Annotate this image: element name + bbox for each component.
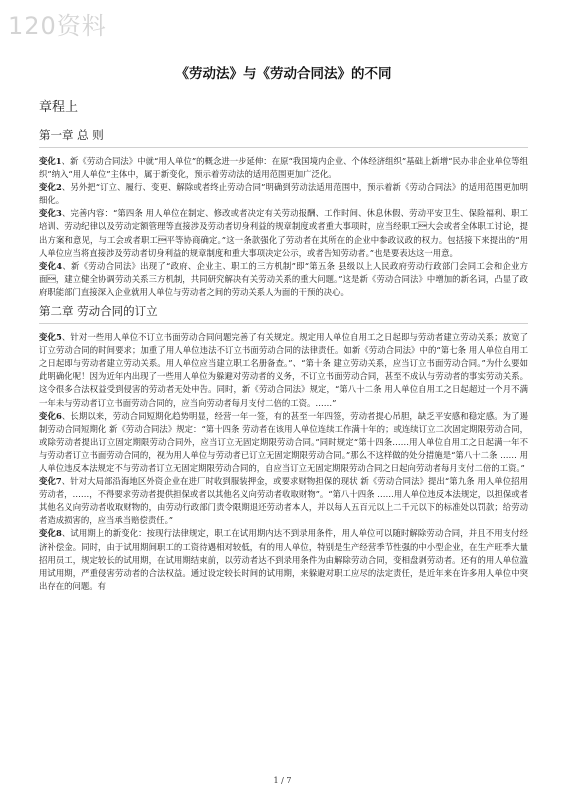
- paragraph-change-5: [39, 331, 528, 410]
- watermark: 120资料: [8, 12, 107, 40]
- document-page: [39, 62, 528, 593]
- document-title: 《劳动法》与《劳动合同法》的不同: [175, 66, 392, 82]
- change-label: 变化1: [39, 156, 62, 166]
- chapter-2: [39, 303, 528, 593]
- part-heading: 章程上: [39, 100, 79, 115]
- paragraph-text: 、新《劳动合同法》中就“用人单位”的概念进一步延伸：在原“我国境内企业、个体经济组织”基础上新增“民办非企业单位等组织”纳入“用人单位”主体中，属于新变化，预示着劳动法的适用范围更加广泛化。: [39, 156, 529, 180]
- change-label: 变化5: [39, 332, 62, 343]
- chapter-heading: 第一章 总 则: [39, 127, 528, 148]
- paragraph-change-4: [39, 260, 528, 299]
- paragraph-text: 、针对大局部沿海地区外资企业在进厂时收到服装押金，或要求财物担保的现状 新《劳动合同法》提出“第九条 用人单位招用劳动者，……，不得要求劳动者提供担保或者以其他名义向劳动者收取财物”。“第八十四条 ……用人单位违反本法规定，以担保或者其他名义向劳动者收取财物的，由劳动行政部门责令限期退还劳动者本人，并以每人五百元以上二千元以下的标准处以罚款；给劳动者造成损害的，应当承当赔偿责任。”: [39, 476, 528, 526]
- change-label: 变化7: [39, 476, 62, 487]
- paragraph-text: 、新《劳动合同法》出现了“政府、企业主、职工的三方机制”即“第五条 县级以上人民政府劳动行政部门会同工会和企业方面，建立健全协调劳动关系三方机制，共同研究解决有关劳动关系的重大问题。”这是新《劳动合同法》中增加的新名词，凸显了政府职能部门直接深入企业就用人单位与劳动者之间的劳动关系人为面的干预的决心。: [39, 260, 528, 297]
- paragraph-text: 、针对一些用人单位不订立书面劳动合同问题完善了有关规定。规定用人单位自用工之日起即与劳动者建立劳动关系；放宽了订立劳动合同的时间要求；加重了用人单位违法不订立书面劳动合同的法律责任。如新《劳动合同法》中的“第七条 用人单位自用工之日起即与劳动者建立劳动关系。用人单位应当建立职工名册备查。”、“第十条 建立劳动关系，应当订立书面劳动合同。”为什么要如此明确化呢！因为近年内出现了一些用人单位为躲避对劳动者的义务，不订立书面劳动合同，甚至不成认与劳动者的事实劳动关系。这令很多合法权益受到侵害的劳动者无处申告。同时，新《劳动合同法》规定，“第八十二条 用人单位自用工之日起超过一个月不满一年未与劳动者订立书面劳动合同的，应当向劳动者每月支付二倍的工资。……”: [39, 332, 528, 408]
- chapter-1: [39, 127, 528, 299]
- paragraph-text: 、试用期上的新变化：按现行法律规定，职工在试用期内达不到录用条件，用人单位可以随时解除劳动合同，并且不用支付经济补偿金。同时，由于试用期间职工的工资待遇相对较低，有的用人单位，特别是生产经营季节性强的中小型企业，在生产旺季大量招用员工，规定较长的试用期，在试用期结束前，以劳动者达不到录用条件为由解除劳动合同，变相盘剥劳动者。还有的用人单位滥用试用期，严重侵害劳动者的合法权益。通过设定较长时间的试用期，来躲避对职工应尽的法定责任，是近年来在许多用人单位中突出存在的问题。有: [39, 528, 528, 591]
- paragraph-text: 、完善内容：“第四条 用人单位在制定、修改或者决定有关劳动报酬、工作时间、休息休假、劳动平安卫生、保险福利、职工培训、劳动纪律以及劳动定额管理等直接涉及劳动者切身利益的规章制度或者重大事项时，应当经职工大会或者全体职工讨论，提出方案和意见，与工会或者职工平等协商确定。”这一条款强化了劳动者在其所在的企业中参政议政的权力。包括接下来提出的“用人单位应当将直接涉及劳动者切身利益的规章制度和重大事项决定公示，或者告知劳动者。”也是要表达这一用意。: [39, 208, 528, 258]
- paragraph-change-8: [39, 527, 528, 592]
- paragraph-change-3: [39, 207, 528, 259]
- page-number: 1 / 7: [273, 776, 292, 785]
- change-label: 变化8: [39, 528, 62, 539]
- paragraph-text: 、另外把“订立、履行、变更、解除或者终止劳动合同”明确到劳动法适用范围中，预示着新《劳动合同法》的适用范围更加明细化。: [39, 182, 529, 206]
- paragraph-change-7: [39, 475, 528, 527]
- paragraph-change-2: [39, 181, 528, 207]
- paragraph-change-6: [39, 410, 528, 475]
- change-label: 变化3: [39, 208, 62, 219]
- change-label: 变化4: [39, 260, 63, 271]
- change-label: 变化6: [39, 410, 62, 421]
- paragraph-change-1: [39, 155, 528, 181]
- paragraph-text: 、长期以来，劳动合同短期化趋势明显，经营一年一签，有的甚至一年四签，劳动者提心吊胆，缺乏平安感和稳定感。为了遏制劳动合同短期化 新《劳动合同法》规定：“第十四条 劳动者在该用人单位连续工作满十年的；或连续订立二次固定期限劳动合同，或除劳动者提出订立固定期限劳动合同外，应当订立无固定期限劳动合同。”同时规定“第十四条……用人单位自用工之日起满一年不与劳动者订立书面劳动合同的，视为用人单位与劳动者已订立无固定期限劳动合同。”那么不这样做的处分措施是“第八十二条 …… 用人单位违反本法规定不与劳动者订立无固定期限劳动合同的，自应当订立无固定期限劳动合同之日起向劳动者每月支付二倍的工资。”: [39, 410, 528, 473]
- chapter-heading: 第二章 劳动合同的订立: [39, 303, 528, 324]
- change-label: 变化2: [39, 182, 62, 193]
